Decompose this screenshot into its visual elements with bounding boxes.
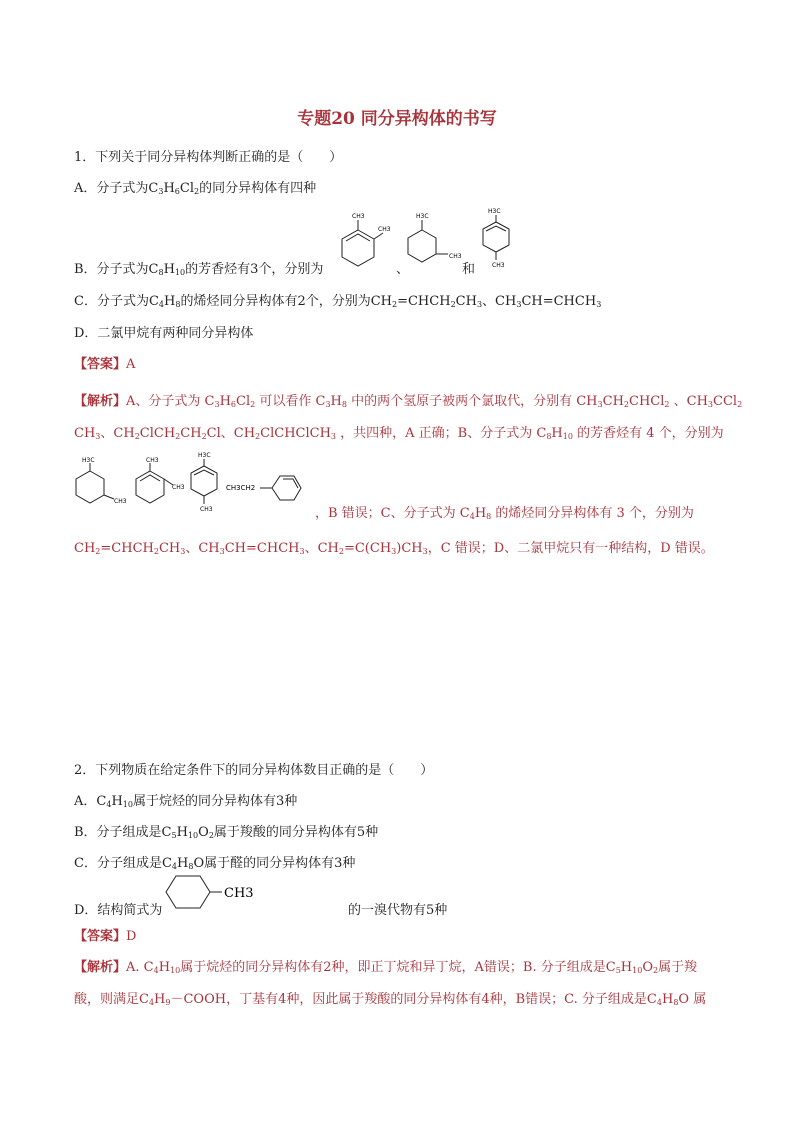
q1-analysis-tag: 【解析】 bbox=[74, 394, 127, 409]
analysis-ethylbenzene bbox=[226, 470, 306, 520]
analysis-m-xylene-h3c: H3C bbox=[82, 457, 95, 464]
q2-option-b: B．分子组成是$C_5H_{10}O_2$属于羧酸的同分异构体有5种 bbox=[74, 825, 379, 840]
page-title: 专题20 同分异构体的书写 bbox=[297, 109, 497, 129]
q2-analysis-line1 bbox=[74, 956, 697, 975]
q1-option-b-sep2: 和 bbox=[462, 262, 476, 277]
q1-option-d: D．二氯甲烷有两种同分异构体 bbox=[74, 326, 254, 341]
p-xylene-h3c: H3C bbox=[488, 208, 501, 215]
q1-option-b bbox=[74, 258, 323, 277]
q1-analysis-line3: ，B 错误；C、分子式为 $C_4H_8$ 的烯烃同分异构体有 3 个，分别为 bbox=[315, 506, 694, 521]
q1-option-c: C．分子式为$C_4H_8$的烯烃同分异构体有2个，分别为$CH_2=CHCH_2CH_3$、$CH_3CH=CHCH_3$ bbox=[74, 294, 602, 309]
q2-option-d-pre: D．结构简式为 bbox=[74, 903, 163, 918]
methylcyclohexane-ch3: CH3 bbox=[224, 886, 254, 901]
q1-option-b-text: B．分子式为$C_8H_{10}$的芳香烃有3个，分别为 bbox=[74, 262, 324, 277]
o-xylene-ch3-right: CH3 bbox=[378, 226, 391, 233]
analysis-p-xylene bbox=[186, 450, 226, 516]
m-xylene-h3c: H3C bbox=[416, 213, 429, 220]
q2-answer bbox=[74, 925, 136, 944]
q2-option-d-post: 的一溴代物有5种 bbox=[348, 903, 448, 918]
analysis-p-xylene-ch3: CH3 bbox=[200, 506, 213, 513]
q1-analysis-line1 bbox=[74, 390, 742, 409]
q1-analysis-l1: A、分子式为 $C_3H_6Cl_2$ 可以看作 $C_3H_8$ 中的两个氢原子被两个氯取代，分别有 $CH_3CH_2CHCl_2$ 、$CH_3CCl_2$ bbox=[126, 394, 743, 409]
q2-analysis-line2: 酸，则满足$C_4H_9-COOH$，丁基有4种，因此属于羧酸的同分异构体有4种，B错误；C. 分子组成是$C_4H_8O$ 属 bbox=[74, 992, 707, 1007]
p-xylene-structure bbox=[476, 204, 522, 270]
q2-option-a: A．$C_4H_{10}$属于烷烃的同分异构体有3种 bbox=[74, 794, 298, 809]
q2-analysis-tag: 【解析】 bbox=[74, 960, 127, 975]
q1-answer bbox=[74, 353, 135, 372]
p-xylene-ch3: CH3 bbox=[492, 262, 505, 269]
ethyl-label: CH3CH2 bbox=[226, 484, 256, 492]
analysis-o-xylene-ch3-top: CH3 bbox=[146, 457, 159, 464]
m-xylene-ch3: CH3 bbox=[449, 253, 462, 260]
q1-stem: 1．下列关于同分异构体判断正确的是（ ） bbox=[74, 150, 343, 165]
m-xylene-structure bbox=[406, 210, 466, 270]
q2-answer-tag: 【答案】 bbox=[74, 929, 127, 944]
q2-stem: 2．下列物质在给定条件下的同分异构体数目正确的是（ ） bbox=[74, 763, 434, 778]
analysis-p-xylene-h3c: H3C bbox=[198, 452, 211, 459]
o-xylene-structure bbox=[334, 208, 394, 270]
analysis-m-xylene bbox=[72, 455, 132, 511]
q1-analysis-line4: $CH_2=CHCH_2CH_3$、$CH_3CH=CHCH_3$、$CH_2=C(CH_3)CH_3$，C 错误；D、二氯甲烷只有一种结构，D 错误。 bbox=[74, 541, 714, 556]
q2-option-c: C．分子组成是$C_4H_8O$属于醛的同分异构体有3种 bbox=[74, 856, 356, 871]
analysis-o-xylene-ch3-right: CH3 bbox=[172, 484, 185, 491]
methylcyclohexane-structure bbox=[158, 872, 258, 912]
analysis-m-xylene-ch3: CH3 bbox=[114, 498, 127, 505]
q1-option-b-sep1: 、 bbox=[396, 262, 410, 277]
o-xylene-ch3-top: CH3 bbox=[352, 213, 365, 220]
q1-answer-tag: 【答案】 bbox=[74, 357, 127, 372]
analysis-o-xylene bbox=[132, 455, 192, 511]
q2-answer-value: D bbox=[126, 929, 137, 944]
q1-analysis-line2: $CH_3$、$CH_2ClCH_2CH_2Cl$、$CH_2ClCHClCH_3$ ，共四种，A 正确；B、分子式为 $C_8H_{10}$ 的芳香烃有 4 个，分别为 bbox=[74, 426, 724, 441]
q1-option-a: A．分子式为$C_3H_6Cl_2$的同分异构体有四种 bbox=[74, 181, 317, 196]
q2-analysis-l1: A. $C_4H_{10}$属于烷烃的同分异构体有2种，即正丁烷和异丁烷，A错误；B. 分子组成是$C_5H_{10}O_2$属于羧 bbox=[126, 960, 698, 975]
q1-answer-value: A bbox=[126, 357, 136, 372]
